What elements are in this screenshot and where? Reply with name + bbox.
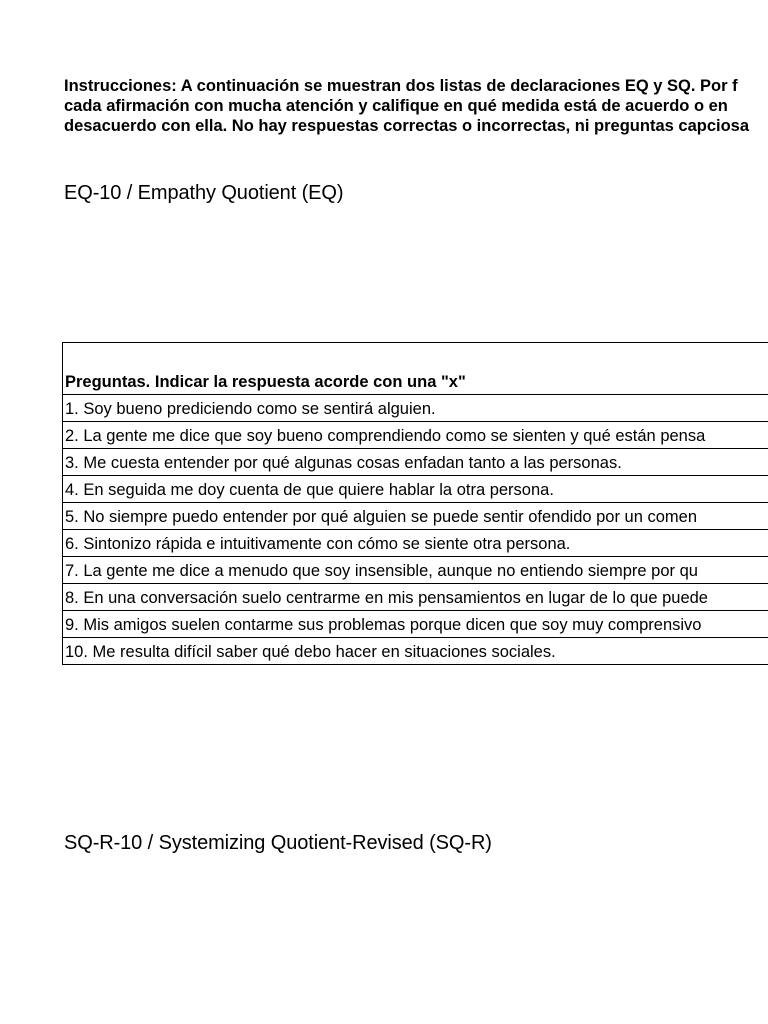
table-row[interactable] (63, 584, 768, 611)
table-row[interactable] (63, 449, 768, 476)
question-text: 1. Soy bueno prediciendo como se sentirá alguien. (65, 400, 436, 418)
question-text: 2. La gente me dice que soy bueno comprendiendo como se sienten y qué están pensa (65, 427, 706, 445)
question-text: 3. Me cuesta entender por qué algunas cosas enfadan tanto a las personas. (65, 454, 622, 472)
table-row[interactable] (63, 611, 768, 638)
question-text: 8. En una conversación suelo centrarme en mis pensamientos en lugar de lo que puede (65, 589, 708, 607)
question-text: 5. No siempre puedo entender por qué alguien se puede sentir ofendido por un comen (65, 508, 698, 526)
table-row[interactable] (63, 422, 768, 449)
instructions-text (64, 76, 768, 136)
eq-section-title: EQ-10 / Empathy Quotient (EQ) (64, 182, 344, 204)
question-text: 7. La gente me dice a menudo que soy insensible, aunque no entiendo siempre por qu (65, 562, 698, 580)
instructions-line: cada afirmación con mucha atención y califique en qué medida está de acuerdo o en (64, 97, 728, 115)
question-text: 4. En seguida me doy cuenta de que quiere hablar la otra persona. (65, 481, 554, 499)
instructions-line: Instrucciones: A continuación se muestran dos listas de declaraciones EQ y SQ. Por f (64, 77, 738, 95)
table-row[interactable] (63, 395, 768, 422)
table-header (63, 343, 768, 395)
table-row[interactable] (63, 530, 768, 557)
question-text: 10. Me resulta difícil saber qué debo hacer en situaciones sociales. (65, 643, 556, 661)
table-row[interactable] (63, 557, 768, 584)
question-text: 6. Sintonizo rápida e intuitivamente con cómo se siente otra persona. (65, 535, 571, 553)
table-row[interactable] (63, 476, 768, 503)
eq-questions-table (62, 342, 768, 665)
sq-section-title: SQ-R-10 / Systemizing Quotient-Revised (SQ-R) (64, 832, 492, 854)
question-text: 9. Mis amigos suelen contarme sus problemas porque dicen que soy muy comprensivo (65, 616, 702, 634)
table-header-label: Preguntas. Indicar la respuesta acorde con una "x" (65, 373, 466, 391)
table-row[interactable] (63, 503, 768, 530)
table-row[interactable] (63, 638, 768, 665)
instructions-line: desacuerdo con ella. No hay respuestas correctas o incorrectas, ni preguntas capciosa (64, 117, 750, 135)
